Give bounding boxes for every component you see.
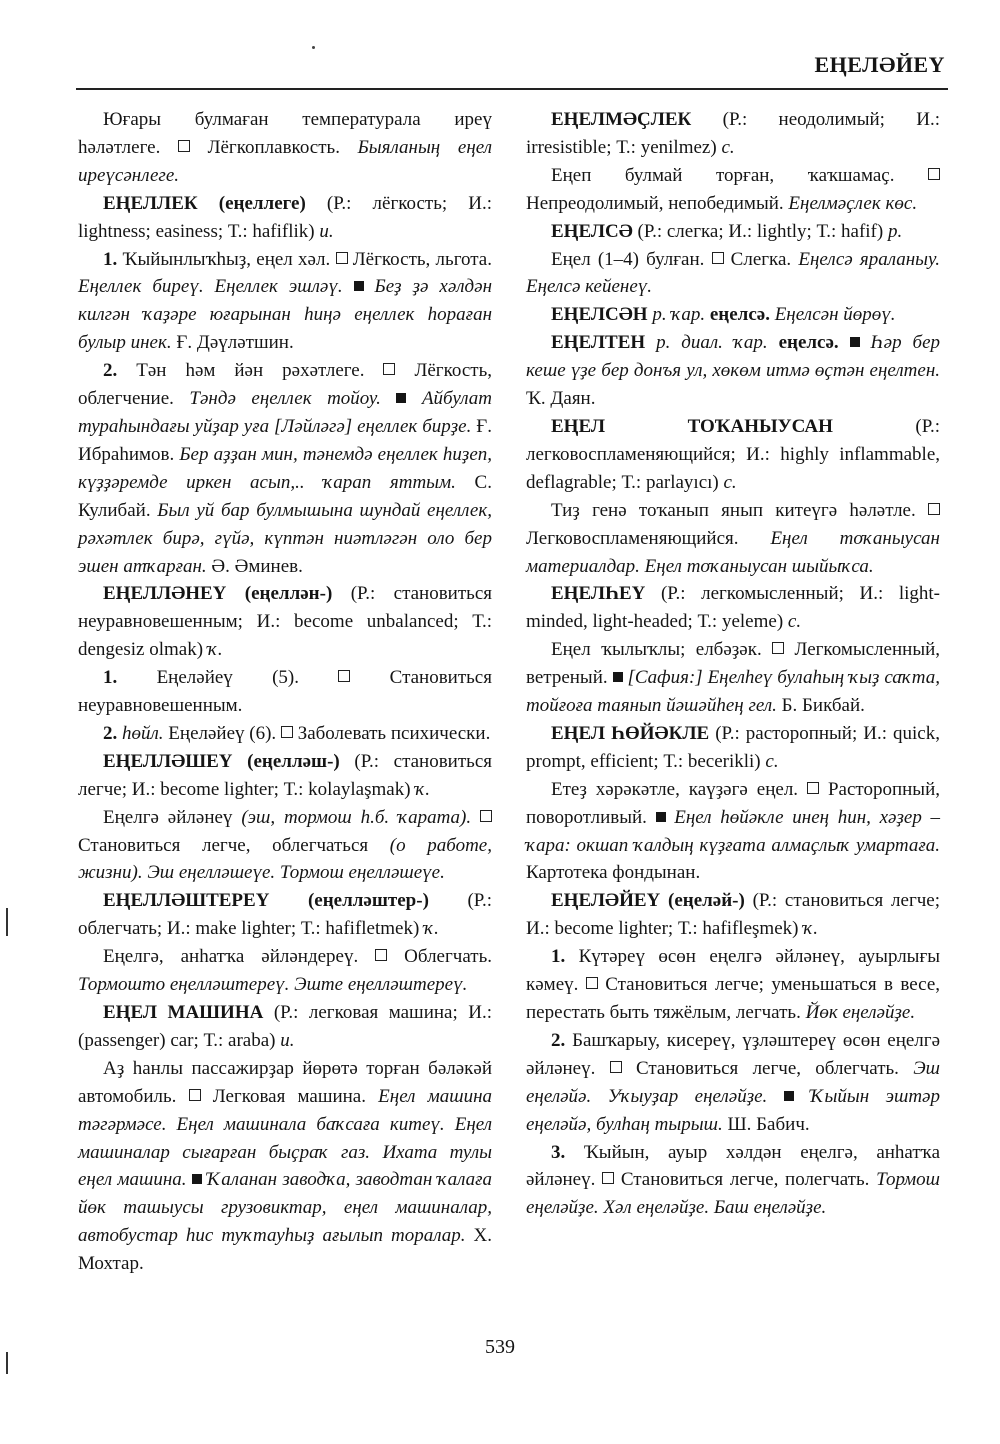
italic-text: Айбулат тураһындағы уйҙар уға [Ләйләгә] еңеллек бирҙе. bbox=[78, 388, 493, 437]
italic-text: Беҙ ҙә хәлдән килгән ҡаҙәре юғарынан һиңә еңеллек һораған булыр инек. bbox=[78, 276, 493, 354]
headword: ЕҢЕЛМӘҪЛЕК bbox=[551, 109, 692, 130]
italic-text: с. bbox=[723, 471, 737, 493]
dictionary-paragraph: 1. Ҡыйынлыҡһыҙ, еңел хәл. Лёгкость, льгота. Еңеллек биреү. Еңеллек эшләү. Беҙ ҙә хәлдән килгән ҡаҙәре юғарынан һиңә еңеллек һораған булыр инек. Ғ. Дәүләтшин. bbox=[78, 248, 493, 354]
translation-marker-icon bbox=[281, 726, 293, 738]
dictionary-paragraph: 2. Тән һәм йән рәхәтлеге. Лёгкость, облегчение. Тәндә еңеллек тойоу. Айбулат тураһындағы уйҙар уға [Ләйләгә] еңеллек бирҙе. Ғ. Ибраһимов. Бер аҙҙан мин, тәнемдә еңеллек һиҙеп, күҙҙәремде иркен асып,.. ҡарап яттым. С. Кулибай. Был уй бар булмышына шундай еңеллек, рәхәтлек бирә, гүйә, күптән ниәтләгән оло бер эшен атҡарған. Ә. Әминев. bbox=[78, 360, 493, 577]
citation-marker-icon bbox=[784, 1091, 794, 1101]
headword: ЕҢЕЛСӘН bbox=[551, 304, 648, 326]
italic-text: Еңелсә яраланыу. Еңелсә кейенеү. bbox=[526, 248, 940, 298]
italic-text: Был уй бар булмышына шундай еңеллек, рәхәтлек бирә, гүйә, күптән ниәтләгән оло бер эшен атҡарған. bbox=[78, 499, 492, 577]
italic-text: һөйл. bbox=[122, 722, 164, 744]
dictionary-paragraph: ЕҢЕЛӘЙЕҮ (еңеләй-) (Р.: становиться легче; И.: become lighter; Т.: hafifleşmek) ҡ. bbox=[526, 890, 941, 940]
headword: ЕҢЕЛ ТОҠАНЫУСАН bbox=[551, 415, 833, 437]
italic-text: ҡ. bbox=[424, 918, 439, 940]
dictionary-paragraph: Еңел (1–4) булған. Слегка. Еңелсә яраланыу. Еңелсә кейенеү. bbox=[526, 248, 940, 298]
italic-text: Йөк еңеләйҙе. bbox=[805, 1002, 916, 1023]
print-speck bbox=[312, 46, 315, 49]
translation-marker-icon bbox=[610, 1061, 622, 1073]
headword: ЕҢЕЛСӘ bbox=[551, 220, 633, 242]
italic-text: Тормошто еңелләштереү. Эште еңелләштереү. bbox=[78, 974, 468, 996]
dictionary-paragraph: 3. Ҡыйын, ауыр хәлдән еңелгә, анһатҡа әйләнеү. Становиться легче, полегчать. Тормош еңеләйҙе. Хәл еңеләйҙе. Баш еңеләйҙе. bbox=[526, 1141, 940, 1219]
dictionary-paragraph: ЕҢЕЛҺЕҮ (Р.: легкомысленный; И.: light-minded, light-headed; Т.: yeleme) с. bbox=[526, 583, 940, 633]
translation-marker-icon bbox=[336, 252, 348, 264]
headword: ЕҢЕЛЛӘШЕҮ (еңелләш-) bbox=[103, 750, 340, 772]
translation-marker-icon bbox=[928, 503, 940, 515]
italic-text: с. bbox=[787, 611, 802, 633]
dictionary-paragraph: ЕҢЕЛЛӘНЕҮ (еңеллән-) (Р.: становиться неуравновешенным; И.: become unbalanced; Т.: dengesiz olmak) ҡ. bbox=[78, 583, 492, 661]
translation-marker-icon bbox=[189, 1089, 201, 1101]
headword: еңелсә. bbox=[709, 304, 770, 326]
dictionary-paragraph: Аҙ һанлы пассажирҙар йөрөтә торған бәләкәй автомобиль. Легковая машина. Еңел машина тәгәрмәсе. Еңел машинала баҡсаға китеү. Еңел машиналар сығарған быҫраҡ газ. Ихата тулы еңел машина. Ҡаланан заводҡа, заводтан ҡалаға йөк ташыусы грузовиктар, еңел машиналар, автобустар һис туҡтауһыҙ ағылып торалар. Х. Мохтар. bbox=[78, 1057, 492, 1275]
scan-margin-mark bbox=[6, 908, 8, 936]
italic-text: Быяланың еңел иреүсәнлеге. bbox=[78, 136, 492, 186]
headword: ЕҢЕЛЛӘНЕҮ (еңеллән-) bbox=[103, 583, 333, 605]
dictionary-paragraph: Етеҙ хәрәкәтле, каүҙәгә еңел. Расторопный, поворотливый. Еңел һөйәкле инең һин, хәҙер – ҡара: окшап ҡалдың күҙғата алмаҫлыҡ умартаға. Картотека фондынан. bbox=[526, 778, 940, 884]
page-number: 539 bbox=[485, 1336, 515, 1358]
headword: 2. bbox=[551, 1029, 566, 1051]
italic-text: (эш, тормош һ.б. ҡарата). bbox=[241, 806, 472, 828]
italic-text: ҡ. bbox=[803, 918, 818, 940]
translation-marker-icon bbox=[602, 1172, 614, 1184]
italic-text: Ҡаланан заводҡа, заводтан ҡалаға йөк ташыусы грузовиктар, еңел машиналар, автобустар һис туҡтауһыҙ ағылып торалар. bbox=[78, 1169, 492, 1247]
italic-text: Еңелсән йөрөү. bbox=[774, 304, 896, 326]
translation-marker-icon bbox=[807, 782, 819, 794]
headword: ЕҢЕЛЛЕК (еңеллеге) bbox=[103, 192, 306, 214]
italic-text: Эш еңеләйә. Уҡыуҙар еңеләйҙе. bbox=[526, 1057, 940, 1107]
headword: ЕҢЕЛТЕН bbox=[551, 332, 646, 354]
headword: 1. bbox=[103, 248, 118, 270]
headword: 2. bbox=[103, 360, 118, 382]
italic-text: Еңел машина тәгәрмәсе. Еңел машинала баҡсаға китеү. Еңел машиналар сығарған быҫраҡ газ. Ихата тулы еңел машина. bbox=[78, 1085, 492, 1191]
headword: 1. bbox=[103, 667, 118, 689]
dictionary-paragraph: ЕҢЕЛТЕН р. диал. ҡар. еңелсә. Һәр бер кеше үҙе бер донъя ул, хөкөм итмә өҫтән еңелтен. Ҡ. Даян. bbox=[526, 332, 940, 410]
scan-margin-mark bbox=[6, 1352, 8, 1374]
italic-text: Еңеллек биреү. Еңеллек эшләү. bbox=[78, 276, 343, 298]
dictionary-paragraph: Еңелгә әйләнеү (эш, тормош һ.б. ҡарата). Становиться легче, облегчаться (о работе, жизни). Эш еңелләшеүе. Тормош еңелләшеүе. bbox=[78, 806, 492, 884]
italic-text: Бер аҙҙан мин, тәнемдә еңеллек һиҙеп, күҙҙәремде иркен асып,.. ҡарап яттым. bbox=[78, 443, 493, 493]
translation-marker-icon bbox=[772, 642, 784, 654]
italic-text: с. bbox=[765, 750, 779, 772]
dictionary-paragraph: 1. Еңеләйеү (5). Становиться неуравновешенным. bbox=[78, 667, 492, 717]
dictionary-paragraph: Еңелгә, анһатҡа әйләндереү. Облегчать. Тормошто еңелләштереү. Эште еңелләштереү. bbox=[78, 946, 492, 996]
translation-marker-icon bbox=[178, 140, 190, 152]
translation-marker-icon bbox=[712, 252, 724, 264]
headword: еңелсә. bbox=[778, 332, 839, 354]
dictionary-paragraph bbox=[526, 301, 940, 329]
dictionary-paragraph: ЕҢЕЛЛӘШТЕРЕҮ (еңелләштер-) (Р.: облегчать; И.: make lighter; Т.: hafifletmek) ҡ. bbox=[78, 890, 492, 940]
italic-text: Еңел һөйәкле инең һин, хәҙер – ҡара: окшап ҡалдың күҙғата алмаҫлыҡ умартаға. bbox=[526, 806, 940, 856]
italic-text: Тормош еңеләйҙе. Хәл еңеләйҙе. Баш еңеләйҙе. bbox=[526, 1169, 940, 1219]
dictionary-paragraph: ЕҢЕЛМӘҪЛЕК (Р.: неодолимый; И.: irresistible; Т.: yenilmez) с. bbox=[526, 109, 940, 158]
dictionary-paragraph: Юғары булмаған температурала иреү һәләтлеге. Лёгкоплавкость. Быяланың еңел иреүсәнлеге. bbox=[78, 109, 492, 186]
headword: 1. bbox=[551, 946, 566, 968]
dictionary-paragraph: ЕҢЕЛ МАШИНА (Р.: легковая машина; И.: (passenger) car; Т.: araba) и. bbox=[78, 1002, 492, 1051]
dictionary-paragraph: 2. Башҡарыу, кисереү, үҙләштереү өсөн еңелгә әйләнеү. Становиться легче, облегчать. Эш еңеләйә. Уҡыуҙар еңеләйҙе. Ҡыйын эштәр еңеләйә, булһаң тырыш. Ш. Бабич. bbox=[526, 1029, 940, 1135]
running-head: ЕҢЕЛӘЙЕҮ bbox=[814, 52, 945, 77]
citation-marker-icon bbox=[354, 281, 364, 291]
header-rule bbox=[76, 88, 948, 90]
dictionary-paragraph: Еңеп булмай торған, ҡаҡшамаҫ. Непреодолимый, непобедимый. Еңелмәҫлек көс. bbox=[526, 162, 940, 218]
citation-marker-icon bbox=[613, 672, 623, 682]
italic-text: Ҡыйын эштәр еңеләйә, булһаң тырыш. bbox=[526, 1085, 940, 1135]
dictionary-paragraph: 2. һөйл. Еңеләйеү (6). Заболевать психически. bbox=[103, 722, 491, 744]
italic-text: [Сафия:] Еңелһеү булаһың ҡыҙ саҡта, тойғоға таянып йәшәйһең гел. bbox=[526, 667, 941, 717]
right-column bbox=[526, 106, 940, 1222]
citation-marker-icon bbox=[656, 812, 666, 822]
dictionary-paragraph: ЕҢЕЛЛӘШЕҮ (еңелләш-) (Р.: становиться легче; И.: become lighter; Т.: kolaylaşmak) ҡ. bbox=[78, 750, 492, 800]
translation-marker-icon bbox=[928, 168, 940, 180]
italic-text: Еңел тоҡаныусан материалдар. Еңел тоҡаныусан шыйыҡса. bbox=[526, 527, 940, 577]
italic-text: с. bbox=[721, 136, 735, 158]
translation-marker-icon bbox=[338, 670, 350, 682]
headword: ЕҢЕЛ МАШИНА bbox=[103, 1002, 264, 1023]
dictionary-paragraph: ЕҢЕЛЛЕК (еңеллеге) (Р.: лёгкость; И.: lightness; easiness; Т.: hafiflik) и. bbox=[78, 192, 492, 242]
headword: 2. bbox=[103, 722, 118, 744]
headword: ЕҢЕЛӘЙЕҮ (еңеләй-) bbox=[551, 890, 745, 912]
headword: ЕҢЕЛЛӘШТЕРЕҮ (еңелләштер-) bbox=[103, 890, 429, 912]
dictionary-paragraph: Еңел ҡылыҡлы; елбәҙәк. Легкомысленный, ветреный. [Сафия:] Еңелһеү булаһың ҡыҙ саҡта, тойғоға таянып йәшәйһең гел. Б. Бикбай. bbox=[526, 639, 941, 717]
citation-marker-icon bbox=[192, 1174, 202, 1184]
italic-text: р. ҡар. bbox=[652, 304, 706, 326]
headword: ЕҢЕЛ ҺӨЙӘКЛЕ bbox=[551, 722, 710, 744]
dictionary-paragraph: ЕҢЕЛ ҺӨЙӘКЛЕ (Р.: расторопный; И.: quick, prompt, efficient; Т.: becerikli) с. bbox=[526, 722, 940, 772]
dictionary-paragraph: ЕҢЕЛ ТОҠАНЫУСАН (Р.: легковоспламеняющийся; И.: highly inflammable, deflagrable; Т.: parlayıcı) с. bbox=[526, 415, 940, 493]
translation-marker-icon bbox=[480, 810, 492, 822]
italic-text: Еңелмәҫлек көс. bbox=[788, 192, 918, 214]
translation-marker-icon bbox=[586, 977, 598, 989]
italic-text: Тәндә еңеллек тойоу. bbox=[189, 388, 381, 410]
italic-text: р. диал. ҡар. bbox=[656, 332, 768, 354]
left-column bbox=[78, 106, 492, 1278]
italic-text: Һәр бер кеше үҙе бер донъя ул, хөкөм итмә өҫтән еңелтен. bbox=[526, 332, 940, 382]
dictionary-paragraph: 1. Күтәреү өсөн еңелгә әйләнеү, ауырлығы кәмеү. Становиться легче; уменьшаться в весе, перестать быть тяжёлым, легчать. Йөк еңеләйҙе. bbox=[526, 946, 941, 1023]
translation-marker-icon bbox=[375, 949, 387, 961]
italic-text: и. bbox=[280, 1029, 295, 1051]
dictionary-paragraph: ЕҢЕЛСӘ (Р.: слегка; И.: lightly; Т.: hafif) р. bbox=[551, 220, 903, 242]
headword: 3. bbox=[551, 1141, 566, 1163]
italic-text: и. bbox=[319, 220, 334, 242]
citation-marker-icon bbox=[396, 393, 406, 403]
italic-text: ҡ. bbox=[415, 778, 431, 800]
italic-text: ҡ. bbox=[207, 639, 223, 661]
italic-text: (о работе, жизни). Эш еңелләшеүе. Тормош еңелләшеүе. bbox=[78, 834, 492, 884]
dictionary-paragraph: Тиҙ генә тоҡанып янып китеүгә һәләтле. Легковоспламеняющийся. Еңел тоҡаныусан материалдар. Еңел тоҡаныусан шыйыҡса. bbox=[526, 499, 940, 577]
headword: ЕҢЕЛҺЕҮ bbox=[551, 583, 646, 605]
italic-text: р. bbox=[887, 220, 903, 242]
citation-marker-icon bbox=[850, 337, 860, 347]
translation-marker-icon bbox=[383, 363, 395, 375]
